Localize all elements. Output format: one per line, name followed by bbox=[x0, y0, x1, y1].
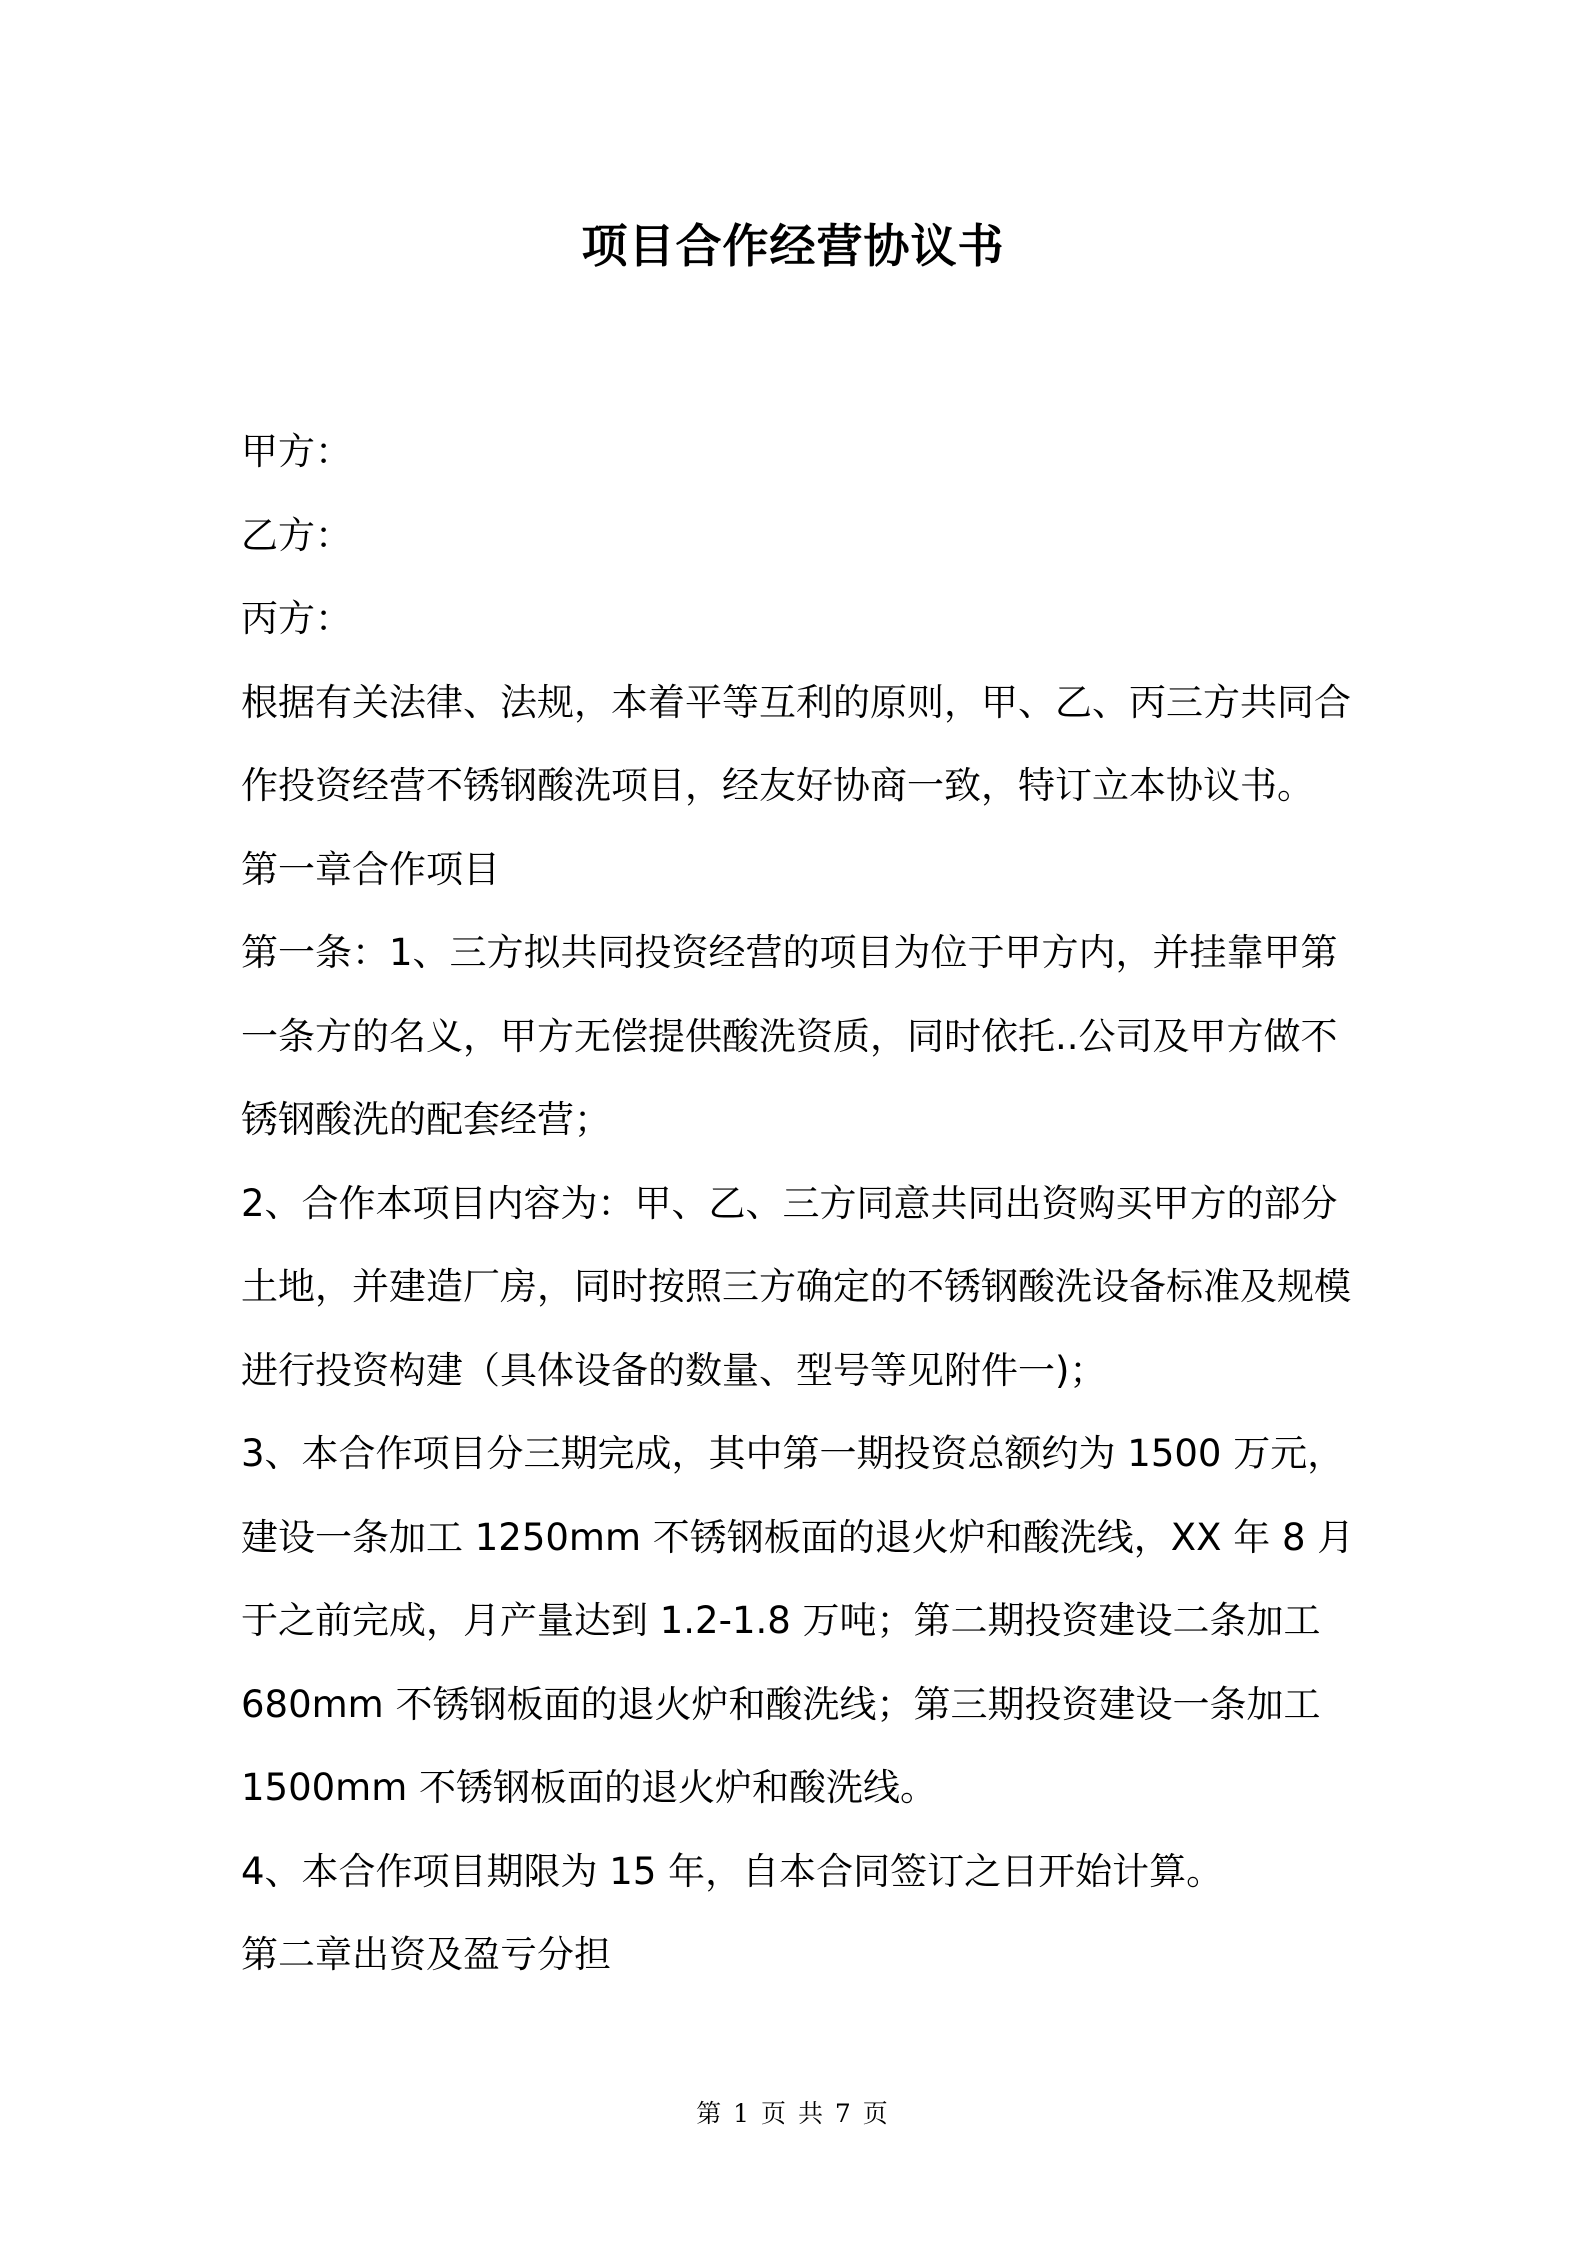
article-line: 一条方的名义，甲方无偿提供酸洗资质，同时依托..公司及甲方做不 bbox=[241, 1014, 1338, 1058]
party-c-line: 丙方： bbox=[241, 597, 352, 640]
article-line: 第一条：1、三方拟共同投资经营的项目为位于甲方内，并挂靠甲第 bbox=[241, 931, 1338, 974]
clause-line: 3、本合作项目分三期完成，其中第一期投资总额约为 1500 万元， bbox=[241, 1432, 1345, 1475]
clause-line: 土地，并建造厂房，同时按照三方确定的不锈钢酸洗设备标准及规模 bbox=[241, 1265, 1351, 1308]
clause-line: 2、合作本项目内容为：甲、乙、三方同意共同出资购买甲方的部分 bbox=[241, 1181, 1338, 1225]
clause-line: 4、本合作项目期限为 15 年，自本合同签订之日开始计算。 bbox=[241, 1849, 1224, 1893]
document-title: 项目合作经营协议书 bbox=[581, 219, 1005, 273]
party-b-line: 乙方： bbox=[241, 513, 352, 557]
clause-line: 680mm 不锈钢板面的退火炉和酸洗线；第三期投资建设一条加工 bbox=[241, 1682, 1321, 1726]
clause-line: 进行投资构建（具体设备的数量、型号等见附件一)； bbox=[241, 1348, 1107, 1392]
document-body bbox=[241, 410, 1361, 1997]
clause-line: 于之前完成，月产量达到 1.2-1.8 万吨；第二期投资建设二条加工 bbox=[241, 1599, 1321, 1642]
chapter-heading: 第一章合作项目 bbox=[241, 847, 500, 891]
chapter-heading: 第二章出资及盈亏分担 bbox=[241, 1933, 611, 1976]
clause-line: 1500mm 不锈钢板面的退火炉和酸洗线。 bbox=[241, 1766, 938, 1809]
preamble-line: 根据有关法律、法规，本着平等互利的原则，甲、乙、丙三方共同合 bbox=[241, 680, 1351, 724]
page-number-footer: 第 1 页 共 7 页 bbox=[696, 2099, 890, 2128]
preamble-line: 作投资经营不锈钢酸洗项目，经友好协商一致，特订立本协议书。 bbox=[241, 764, 1314, 807]
clause-line: 建设一条加工 1250mm 不锈钢板面的退火炉和酸洗线，XX 年 8 月 bbox=[241, 1515, 1355, 1559]
article-line: 锈钢酸洗的配套经营； bbox=[241, 1098, 611, 1141]
party-a-line: 甲方： bbox=[241, 430, 352, 473]
